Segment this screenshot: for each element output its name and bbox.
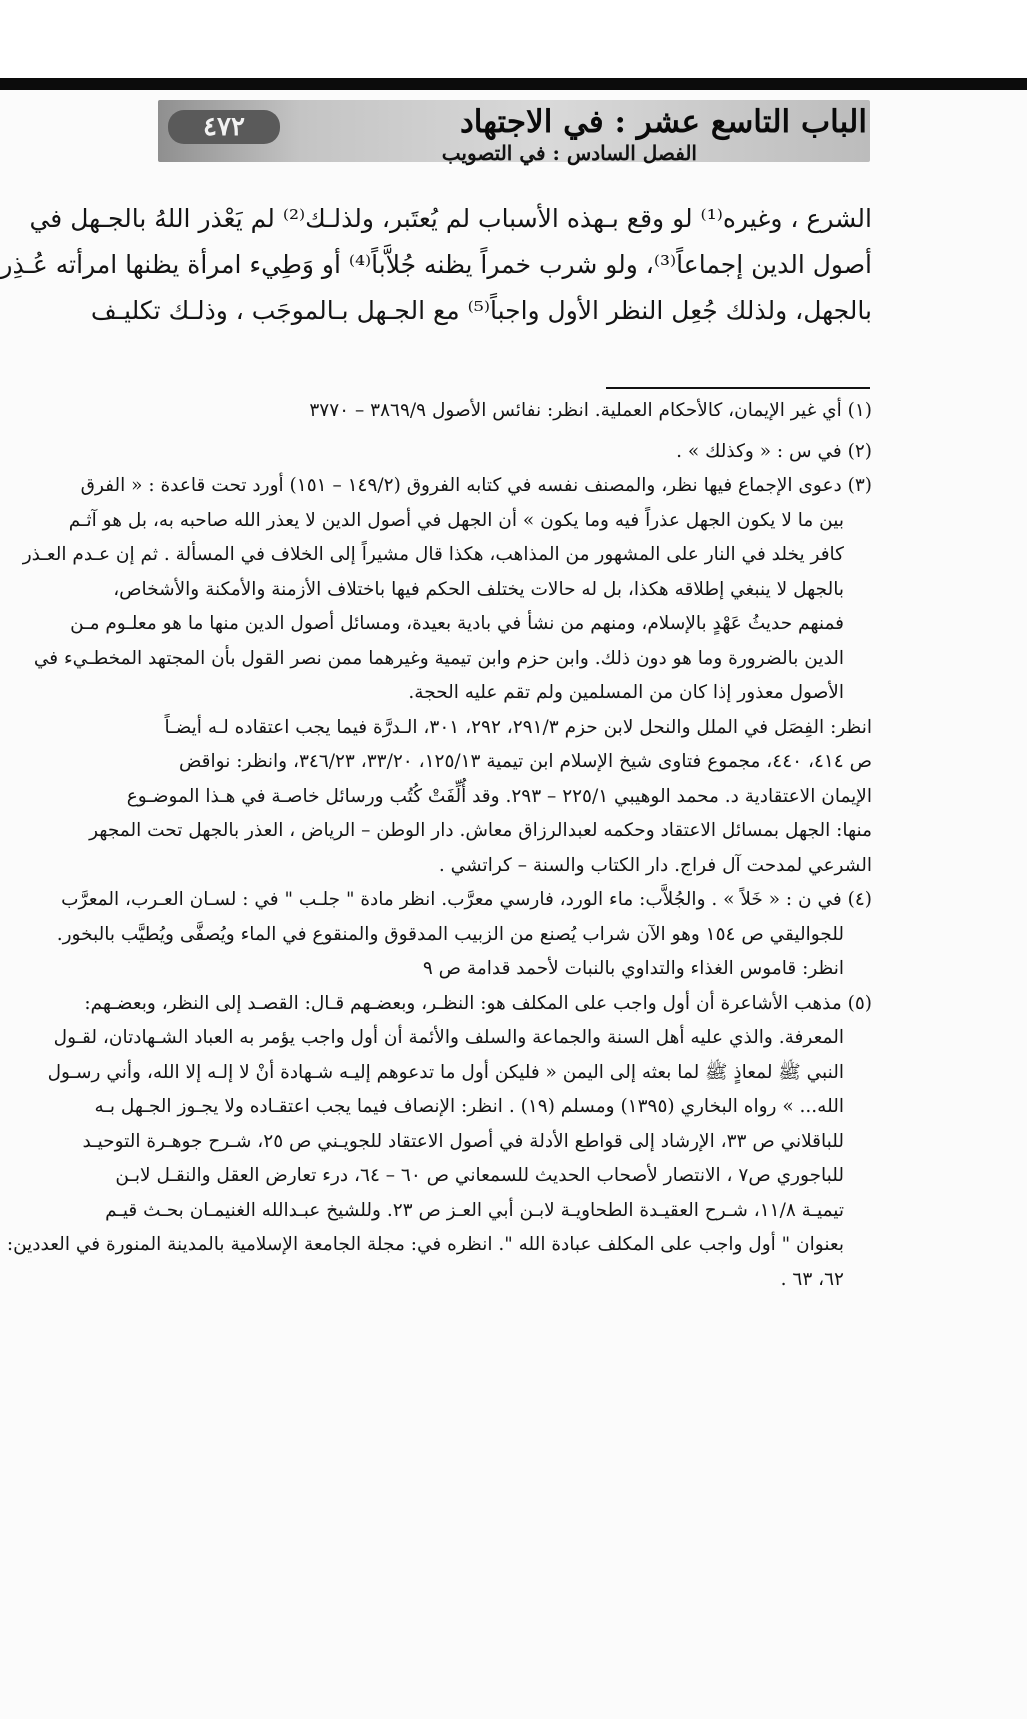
section-title: الفصل السادس : في التصويب <box>441 141 697 165</box>
footnote-line: المعرفة. والذي عليه أهل السنة والجماعة والسلف والأئمة أن أول واجب يؤمر به العباد الشـهادتان، لقـول <box>53 1027 844 1048</box>
chapter-title: الباب التاسع عشر : في الاجتهاد <box>459 104 867 140</box>
footnote-line: منها: الجهل بمسائل الاعتقاد وحكمه لعبدالرزاق معاش. دار الوطن – الرياض ، العذر بالجهل تحت المجهر <box>89 820 872 841</box>
footnote-line: (٥) مذهب الأشاعرة أن أول واجب على المكلف هو: النظـر، وبعضـهم قـال: القصـد إلى النظر، وبعضـهم: <box>84 992 872 1014</box>
footnote-line: الأصول معذور إذا كان من المسلمين ولم تقم عليه الحجة. <box>408 682 844 703</box>
footnote-line: كافر يخلد في النار على المشهور من المذاهب، هكذا قال مشيراً إلى الخلاف في المسألة . ثم إن عـدم العـذر <box>22 544 844 565</box>
footnote-5 <box>6 987 872 1298</box>
footnote-line: تيميـة ١١/٨، شـرح العقيـدة الطحاويـة لابـن أبي العـز ص ٢٣. وللشيخ عبـدالله الغنيمـان بحـث قيـم <box>105 1199 844 1221</box>
scan-edge-bar <box>0 78 1027 90</box>
footnote-line: للباجوري ص٧ ، الانتصار لأصحاب الحديث للسمعاني ص ٦٠ – ٦٤، درء تعارض العقل والنقـل لابـن <box>115 1165 844 1186</box>
footnote-line: بعنوان " أول واجب على المكلف عبادة الله ". انظره في: مجلة الجامعة الإسلامية بالمدينة المنورة في العددين: <box>6 1234 844 1255</box>
footnote-2 <box>158 435 872 470</box>
footnote-line: بالجهل لا ينبغي إطلاقه هكذا، بل له حالات يختلف الحكم فيها باختلاف الأزمنة والأمكنة والأشخاص، <box>113 578 844 600</box>
footnotes <box>6 394 872 1297</box>
text-line: أصول الدين إجماعاً⁽³⁾، ولو شرب خمراً يظنه جُلاَّباً⁽⁴⁾ أو وَطِيء امرأة يظنها امرأته عُـذِر <box>0 250 872 279</box>
footnote-line: للجواليقي ص ١٥٤ وهو الآن شراب يُصنع من الزبيب المدقوق والمنقوع في الماء ويُصفَّى ويُطيَّب بالبخور. <box>56 923 844 945</box>
footnote-line: ص ٤١٤، ٤٤٠، مجموع فتاوى شيخ الإسلام ابن تيمية ١٢٥/١٣، ٣٣/٢٠، ٣٤٦/٢٣، وانظر: نواقض <box>179 751 872 772</box>
footnote-line: انظر: الفِصَل في الملل والنحل لابن حزم ٢٩١/٣، ٢٩٢، ٣٠١، الـدرَّة فيما يجب اعتقاده لـه أيضـاً <box>164 716 872 738</box>
footnote-line: ٦٢، ٦٣ . <box>780 1268 844 1290</box>
footnote-line: الله... » رواه البخاري (١٣٩٥) ومسلم (١٩) . انظر: الإنصاف فيما يجب اعتقـاده ولا يجـوز الجـهل بـه <box>94 1096 844 1117</box>
footnote-line: بين ما لا يكون الجهل عذراً فيه وما يكون » أن الجهل في أصول الدين لا يعذر الله صاحبه به، بل هو آثـم <box>68 509 844 531</box>
text-line: بالجهل، ولذلك جُعِل النظر الأول واجباً⁽⁵⁾ مع الجـهل بـالموجَب ، وذلـك تكليـف <box>90 296 872 325</box>
footnote-1 <box>158 394 872 429</box>
footnote-line: (٣) دعوى الإجماع فيها نظر، والمصنف نفسه في كتابه الفروق (١٤٩/٢ – ١٥١) أورد تحت قاعدة : « الفرق <box>80 475 872 496</box>
footnote-line: الدين بالضرورة وما هو دون ذلك. وابن حزم وابن تيمية وغيرهما ممن نصر القول بأن المجتهد المخطـيء في <box>33 647 844 669</box>
footnote-3 <box>22 469 872 883</box>
top-margin <box>0 0 1027 86</box>
page-number: ٤٧٢ <box>168 110 280 144</box>
footnote-line: النبي ﷺ لمعاذٍ ﷺ لما بعثه إلى اليمن « فليكن أول ما تدعوهم إليـه شـهادة أنْ لا إلـه إلا الله، وأني رسـول <box>47 1061 844 1083</box>
footnote-line: الشرعي لمدحت آل فراج. دار الكتاب والسنة – كراتشي . <box>438 854 872 876</box>
footnote-line: انظر: قاموس الغذاء والتداوي بالنبات لأحمد قدامة ص ٩ <box>422 958 844 979</box>
footnote-line: فمنهم حديثُ عَهْدٍ بالإسلام، ومنهم من نشأ في بادية بعيدة، ومسائل أصول الدين منها ما هو معلـوم مـن <box>70 613 844 634</box>
footnote-line: (١) أي غير الإيمان، كالأحكام العملية. انظر: نفائس الأصول ٣٨٦٩/٩ – ٣٧٧٠ <box>309 400 872 421</box>
footnote-line: للباقلاني ص ٣٣، الإرشاد إلى قواطع الأدلة في أصول الاعتقاد للجويـني ص ٢٥، شـرح جوهـرة التوحيـد <box>82 1130 844 1152</box>
text-line: الشرع ، وغيره⁽¹⁾ لو وقع بـهذه الأسباب لم يُعتَبر، ولذلـك⁽²⁾ لم يَعْذر اللهُ بالجـهل في <box>29 204 872 233</box>
footnote-line: (٤) في ن : « خَلاً » . والجُلاَّب: ماء الورد، فارسي معرَّب. انظر مادة " جلـب " في : لسـان العـرب، المعرَّب <box>61 889 872 910</box>
footnote-4 <box>56 883 872 987</box>
footnote-line: (٢) في س : « وكذلك » . <box>676 440 872 462</box>
footnote-separator <box>606 387 870 389</box>
main-text <box>0 196 872 334</box>
footnote-line: الإيمان الاعتقادية د. محمد الوهيبي ٢٢٥/١ – ٢٩٣. وقد أُلِّفَتْ كُتُب ورسائل خاصـة في هـذا الموضـوع <box>126 785 872 807</box>
